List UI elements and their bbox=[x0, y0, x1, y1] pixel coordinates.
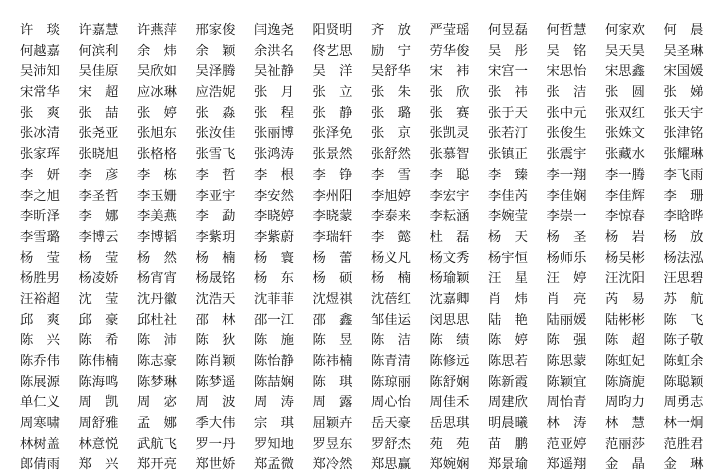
name-cell: 李婉莹 bbox=[488, 207, 547, 228]
name-cell: 罗知地 bbox=[254, 435, 313, 456]
name-cell: 杨宵宵 bbox=[137, 269, 196, 290]
name-cell: 陈新霞 bbox=[488, 373, 547, 394]
name-cell: 陈 昱 bbox=[313, 331, 372, 352]
name-cell: 李佳辉 bbox=[605, 187, 664, 208]
name-cell: 陈 希 bbox=[79, 331, 138, 352]
name-cell: 陈怡静 bbox=[254, 352, 313, 373]
name-cell: 张若汀 bbox=[488, 124, 547, 145]
name-cell: 宋 超 bbox=[79, 83, 138, 104]
name-cell: 张家珲 bbox=[20, 145, 79, 166]
name-cell: 李佳芮 bbox=[488, 187, 547, 208]
name-cell: 周 波 bbox=[196, 393, 255, 414]
name-cell: 季大伟 bbox=[196, 414, 255, 435]
name-cell: 杨法泓 bbox=[664, 249, 720, 270]
name-cell: 周佳禾 bbox=[430, 393, 489, 414]
name-cell: 余洪名 bbox=[254, 42, 313, 63]
name-cell: 劳华俊 bbox=[430, 42, 489, 63]
name-cell: 沈浩天 bbox=[196, 290, 255, 311]
name-cell: 陈志豪 bbox=[137, 352, 196, 373]
name-cell: 何家欢 bbox=[605, 21, 664, 42]
name-cell: 陈青清 bbox=[371, 352, 430, 373]
name-cell: 陈喆娴 bbox=[254, 373, 313, 394]
name-cell: 许 琰 bbox=[20, 21, 79, 42]
name-cell: 陈 强 bbox=[547, 331, 606, 352]
name-cell: 李 娜 bbox=[79, 207, 138, 228]
name-cell: 陈舒娴 bbox=[430, 373, 489, 394]
name-cell: 张于天 bbox=[488, 104, 547, 125]
name-cell: 杨胜男 bbox=[20, 269, 79, 290]
name-cell: 李 雪 bbox=[371, 166, 430, 187]
name-cell: 范丽莎 bbox=[605, 435, 664, 456]
name-cell: 宋 袆 bbox=[430, 62, 489, 83]
name-cell: 齐 放 bbox=[371, 21, 430, 42]
name-cell: 林一炯 bbox=[664, 414, 720, 435]
name-cell: 张 婷 bbox=[137, 104, 196, 125]
name-cell: 陈梦琳 bbox=[137, 373, 196, 394]
name-cell: 邵一江 bbox=[254, 311, 313, 332]
name-cell: 李 彦 bbox=[79, 166, 138, 187]
name-cell: 李瑞轩 bbox=[313, 228, 372, 249]
name-cell: 杨 寰 bbox=[254, 249, 313, 270]
name-cell: 李一翔 bbox=[547, 166, 606, 187]
name-cell: 周 凯 bbox=[79, 393, 138, 414]
name-cell: 林 慧 bbox=[605, 414, 664, 435]
name-cell: 李晗晔 bbox=[664, 207, 720, 228]
name-cell: 芮 易 bbox=[605, 290, 664, 311]
name-cell: 罗昱东 bbox=[313, 435, 372, 456]
name-cell: 肖 炜 bbox=[488, 290, 547, 311]
name-cell: 宋国媛 bbox=[664, 62, 720, 83]
name-cell: 邱 爽 bbox=[20, 311, 79, 332]
name-cell: 张耀琳 bbox=[664, 145, 720, 166]
name-cell: 许燕萍 bbox=[137, 21, 196, 42]
name-cell: 杨晟铭 bbox=[196, 269, 255, 290]
name-cell: 宋常华 bbox=[20, 83, 79, 104]
name-cell: 何 晨 bbox=[664, 21, 720, 42]
name-cell: 张丽博 bbox=[254, 124, 313, 145]
name-cell: 杨义凡 bbox=[371, 249, 430, 270]
name-cell: 邱杜社 bbox=[137, 311, 196, 332]
name-cell: 张 朱 bbox=[371, 83, 430, 104]
name-cell: 岳思琪 bbox=[430, 414, 489, 435]
name-cell: 林意悦 bbox=[79, 435, 138, 456]
name-cell: 许嘉慧 bbox=[79, 21, 138, 42]
name-cell: 陈肖颖 bbox=[196, 352, 255, 373]
name-cell: 邹佳运 bbox=[371, 311, 430, 332]
name-cell: 沈煜祺 bbox=[313, 290, 372, 311]
name-cell: 张 娣 bbox=[664, 83, 720, 104]
name-cell: 李晓蒙 bbox=[313, 207, 372, 228]
name-cell: 张尧亚 bbox=[79, 124, 138, 145]
name-cell: 汪沈阳 bbox=[605, 269, 664, 290]
name-cell: 何越嘉 bbox=[20, 42, 79, 63]
name-cell: 杨师乐 bbox=[547, 249, 606, 270]
name-cell: 吴泽腾 bbox=[196, 62, 255, 83]
name-cell: 宋思鑫 bbox=[605, 62, 664, 83]
name-cell: 沈蓓红 bbox=[371, 290, 430, 311]
name-cell: 李晓婷 bbox=[254, 207, 313, 228]
name-cell: 应冰琳 bbox=[137, 83, 196, 104]
name-cell: 杜 磊 bbox=[430, 228, 489, 249]
name-cell: 陈 兴 bbox=[20, 331, 79, 352]
name-cell: 李 珊 bbox=[664, 187, 720, 208]
name-cell: 苑 苑 bbox=[430, 435, 489, 456]
name-cell: 陈 绩 bbox=[430, 331, 489, 352]
name-cell: 邵 林 bbox=[196, 311, 255, 332]
name-cell: 陈 洁 bbox=[371, 331, 430, 352]
name-cell: 李宏宇 bbox=[430, 187, 489, 208]
name-cell: 郑思赢 bbox=[371, 455, 430, 476]
name-cell: 张姝文 bbox=[605, 124, 664, 145]
name-grid bbox=[20, 21, 720, 476]
name-cell: 杨 天 bbox=[488, 228, 547, 249]
name-cell: 杨文秀 bbox=[430, 249, 489, 270]
name-cell: 张 璐 bbox=[371, 104, 430, 125]
name-cell: 周勇志 bbox=[664, 393, 720, 414]
name-cell: 周昀力 bbox=[605, 393, 664, 414]
name-cell: 孟 娜 bbox=[137, 414, 196, 435]
name-cell: 郑景瑜 bbox=[488, 455, 547, 476]
name-cell: 闫逸尧 bbox=[254, 21, 313, 42]
name-cell: 郑婉娴 bbox=[430, 455, 489, 476]
name-cell: 邵 鑫 bbox=[313, 311, 372, 332]
name-cell: 杨 然 bbox=[137, 249, 196, 270]
name-cell: 陈 狄 bbox=[196, 331, 255, 352]
name-cell: 李 聪 bbox=[430, 166, 489, 187]
name-cell: 岳天豪 bbox=[371, 414, 430, 435]
name-cell: 周建欣 bbox=[488, 393, 547, 414]
name-cell: 吴天昊 bbox=[605, 42, 664, 63]
name-cell: 周 涛 bbox=[254, 393, 313, 414]
name-cell: 李紫蔚 bbox=[254, 228, 313, 249]
name-cell: 李佳娴 bbox=[547, 187, 606, 208]
name-cell: 吴 彤 bbox=[488, 42, 547, 63]
name-cell: 陈 婷 bbox=[488, 331, 547, 352]
name-cell: 单仁义 bbox=[20, 393, 79, 414]
name-cell: 张 喆 bbox=[79, 104, 138, 125]
name-cell: 何滨利 bbox=[79, 42, 138, 63]
name-cell: 张中元 bbox=[547, 104, 606, 125]
name-cell: 李一腾 bbox=[605, 166, 664, 187]
name-cell: 何哲慧 bbox=[547, 21, 606, 42]
name-cell: 杨 莹 bbox=[79, 249, 138, 270]
name-cell: 杨 岩 bbox=[605, 228, 664, 249]
name-cell: 李 栋 bbox=[137, 166, 196, 187]
name-cell: 周寒啸 bbox=[20, 414, 79, 435]
name-cell: 郑 兴 bbox=[79, 455, 138, 476]
name-cell: 邢家俊 bbox=[196, 21, 255, 42]
name-cell: 李雪璐 bbox=[20, 228, 79, 249]
name-cell: 李美燕 bbox=[137, 207, 196, 228]
name-cell: 李圣哲 bbox=[79, 187, 138, 208]
name-cell: 张俊生 bbox=[547, 124, 606, 145]
name-cell: 李州阳 bbox=[313, 187, 372, 208]
name-cell: 李 勐 bbox=[196, 207, 255, 228]
name-cell: 郑遥翔 bbox=[547, 455, 606, 476]
name-cell: 张镇正 bbox=[488, 145, 547, 166]
name-cell: 张晓旭 bbox=[79, 145, 138, 166]
name-cell: 李 根 bbox=[254, 166, 313, 187]
name-cell: 吴沛知 bbox=[20, 62, 79, 83]
name-cell: 李紫玥 bbox=[196, 228, 255, 249]
name-cell: 张汝佳 bbox=[196, 124, 255, 145]
name-cell: 张震宇 bbox=[547, 145, 606, 166]
name-cell: 吴 洋 bbox=[313, 62, 372, 83]
name-cell: 陆 艳 bbox=[488, 311, 547, 332]
name-cell: 陈子敬 bbox=[664, 331, 720, 352]
name-cell: 李 妍 bbox=[20, 166, 79, 187]
name-cell: 张 程 bbox=[254, 104, 313, 125]
name-cell: 李博云 bbox=[79, 228, 138, 249]
name-cell: 陈梦遥 bbox=[196, 373, 255, 394]
name-cell: 阳贤明 bbox=[313, 21, 372, 42]
name-cell: 杨 硕 bbox=[313, 269, 372, 290]
name-cell: 吴祉静 bbox=[254, 62, 313, 83]
name-cell: 严莹瑶 bbox=[430, 21, 489, 42]
name-cell: 陈展源 bbox=[20, 373, 79, 394]
name-cell: 周心怡 bbox=[371, 393, 430, 414]
name-cell: 励 宁 bbox=[371, 42, 430, 63]
name-cell: 郑开亮 bbox=[137, 455, 196, 476]
name-cell: 金 琳 bbox=[664, 455, 720, 476]
name-cell: 周 露 bbox=[313, 393, 372, 414]
name-cell: 周舒雅 bbox=[79, 414, 138, 435]
name-cell: 杨 莹 bbox=[20, 249, 79, 270]
name-cell: 汪 星 bbox=[488, 269, 547, 290]
name-cell: 张慕智 bbox=[430, 145, 489, 166]
name-cell: 武航飞 bbox=[137, 435, 196, 456]
name-cell: 陈虹妃 bbox=[605, 352, 664, 373]
name-cell: 李 臻 bbox=[488, 166, 547, 187]
name-cell: 郑世娇 bbox=[196, 455, 255, 476]
name-cell: 吴舒华 bbox=[371, 62, 430, 83]
name-cell: 沈嘉卿 bbox=[430, 290, 489, 311]
name-cell: 张藏水 bbox=[605, 145, 664, 166]
name-cell: 杨 圣 bbox=[547, 228, 606, 249]
name-cell: 吴佳原 bbox=[79, 62, 138, 83]
name-cell: 张 圆 bbox=[605, 83, 664, 104]
name-cell: 张 淼 bbox=[196, 104, 255, 125]
name-cell: 李昕泽 bbox=[20, 207, 79, 228]
name-cell: 张舒然 bbox=[371, 145, 430, 166]
name-cell: 陈虹余 bbox=[664, 352, 720, 373]
name-cell: 杨 蕾 bbox=[313, 249, 372, 270]
name-cell: 应浩妮 bbox=[196, 83, 255, 104]
name-cell: 陆彬彬 bbox=[605, 311, 664, 332]
name-cell: 范亚婷 bbox=[547, 435, 606, 456]
name-cell: 陈 超 bbox=[605, 331, 664, 352]
name-cell: 郑孟微 bbox=[254, 455, 313, 476]
name-cell: 杨 楠 bbox=[196, 249, 255, 270]
name-cell: 李安然 bbox=[254, 187, 313, 208]
name-cell: 张冰清 bbox=[20, 124, 79, 145]
name-cell: 张 京 bbox=[371, 124, 430, 145]
name-cell: 罗一丹 bbox=[196, 435, 255, 456]
name-cell: 余 颖 bbox=[196, 42, 255, 63]
name-cell: 陈颖宜 bbox=[547, 373, 606, 394]
name-cell: 李崇一 bbox=[547, 207, 606, 228]
name-cell: 杨宇恒 bbox=[488, 249, 547, 270]
name-cell: 周怡青 bbox=[547, 393, 606, 414]
name-cell: 李旭婷 bbox=[371, 187, 430, 208]
name-cell: 李之旭 bbox=[20, 187, 79, 208]
name-cell: 张景然 bbox=[313, 145, 372, 166]
name-cell: 沈丹徽 bbox=[137, 290, 196, 311]
name-cell: 杨 东 bbox=[254, 269, 313, 290]
name-cell: 李 铮 bbox=[313, 166, 372, 187]
name-cell: 张双红 bbox=[605, 104, 664, 125]
name-cell: 林 涛 bbox=[547, 414, 606, 435]
name-cell: 陈聪颖 bbox=[664, 373, 720, 394]
name-cell: 邱 豪 bbox=[79, 311, 138, 332]
name-cell: 吴 铭 bbox=[547, 42, 606, 63]
name-cell: 宋宫一 bbox=[488, 62, 547, 83]
name-cell: 陈旖旎 bbox=[605, 373, 664, 394]
name-cell: 陈 琪 bbox=[313, 373, 372, 394]
name-cell: 陈乔伟 bbox=[20, 352, 79, 373]
name-cell: 李飞雨 bbox=[664, 166, 720, 187]
name-cell: 宋思怡 bbox=[547, 62, 606, 83]
name-cell: 闵思思 bbox=[430, 311, 489, 332]
name-cell: 明晨曦 bbox=[488, 414, 547, 435]
name-cell: 李惊春 bbox=[605, 207, 664, 228]
name-cell: 周 宓 bbox=[137, 393, 196, 414]
name-cell: 张天宇 bbox=[664, 104, 720, 125]
name-cell: 陈 施 bbox=[254, 331, 313, 352]
name-cell: 沈菲菲 bbox=[254, 290, 313, 311]
name-cell: 沈 莹 bbox=[79, 290, 138, 311]
name-cell: 张 洁 bbox=[547, 83, 606, 104]
name-cell: 汪裕超 bbox=[20, 290, 79, 311]
name-cell: 陈 沛 bbox=[137, 331, 196, 352]
name-cell: 吴圣琳 bbox=[664, 42, 720, 63]
name-cell: 李 懿 bbox=[371, 228, 430, 249]
name-cell: 张 静 bbox=[313, 104, 372, 125]
name-cell: 张鸿涛 bbox=[254, 145, 313, 166]
name-cell: 李玉姗 bbox=[137, 187, 196, 208]
name-cell: 汪思碧 bbox=[664, 269, 720, 290]
name-cell: 苏 航 bbox=[664, 290, 720, 311]
name-cell: 肖 亮 bbox=[547, 290, 606, 311]
name-cell: 张 欣 bbox=[430, 83, 489, 104]
name-cell: 张 月 bbox=[254, 83, 313, 104]
name-cell: 杨 楠 bbox=[371, 269, 430, 290]
name-cell: 陈海鸣 bbox=[79, 373, 138, 394]
name-cell: 张 立 bbox=[313, 83, 372, 104]
name-cell: 金 晶 bbox=[605, 455, 664, 476]
name-cell: 陈祎楠 bbox=[313, 352, 372, 373]
name-cell: 杨吴彬 bbox=[605, 249, 664, 270]
name-cell: 杨凌娇 bbox=[79, 269, 138, 290]
name-cell: 陈修远 bbox=[430, 352, 489, 373]
name-cell: 陈思蒙 bbox=[547, 352, 606, 373]
name-cell: 李耘涵 bbox=[430, 207, 489, 228]
name-cell: 汪 婷 bbox=[547, 269, 606, 290]
name-cell: 陈琼丽 bbox=[371, 373, 430, 394]
name-cell: 苗 鹏 bbox=[488, 435, 547, 456]
name-cell: 杨 放 bbox=[664, 228, 720, 249]
name-cell: 张泽免 bbox=[313, 124, 372, 145]
name-cell: 林树盖 bbox=[20, 435, 79, 456]
name-cell: 郎倩雨 bbox=[20, 455, 79, 476]
name-cell: 郑冷然 bbox=[313, 455, 372, 476]
name-cell: 陈伟楠 bbox=[79, 352, 138, 373]
name-cell: 佟艺思 bbox=[313, 42, 372, 63]
name-cell: 屈颖卉 bbox=[313, 414, 372, 435]
name-cell: 陈思若 bbox=[488, 352, 547, 373]
name-cell: 范胜君 bbox=[664, 435, 720, 456]
name-cell: 张 祎 bbox=[488, 83, 547, 104]
name-cell: 李 哲 bbox=[196, 166, 255, 187]
name-cell: 罗舒杰 bbox=[371, 435, 430, 456]
name-cell: 余 炜 bbox=[137, 42, 196, 63]
name-cell: 张津铭 bbox=[664, 124, 720, 145]
name-cell: 李泰来 bbox=[371, 207, 430, 228]
name-cell: 李博韬 bbox=[137, 228, 196, 249]
name-cell: 张格格 bbox=[137, 145, 196, 166]
name-cell: 张 爽 bbox=[20, 104, 79, 125]
name-cell: 杨瑜颖 bbox=[430, 269, 489, 290]
name-cell: 张旭东 bbox=[137, 124, 196, 145]
name-cell: 李亚宇 bbox=[196, 187, 255, 208]
name-cell: 宗 琪 bbox=[254, 414, 313, 435]
name-cell: 张 赛 bbox=[430, 104, 489, 125]
name-cell: 吴欣如 bbox=[137, 62, 196, 83]
name-cell: 张雪飞 bbox=[196, 145, 255, 166]
name-cell: 何昱磊 bbox=[488, 21, 547, 42]
name-cell: 陆丽媛 bbox=[547, 311, 606, 332]
name-cell: 陈 飞 bbox=[664, 311, 720, 332]
name-cell: 张凯灵 bbox=[430, 124, 489, 145]
